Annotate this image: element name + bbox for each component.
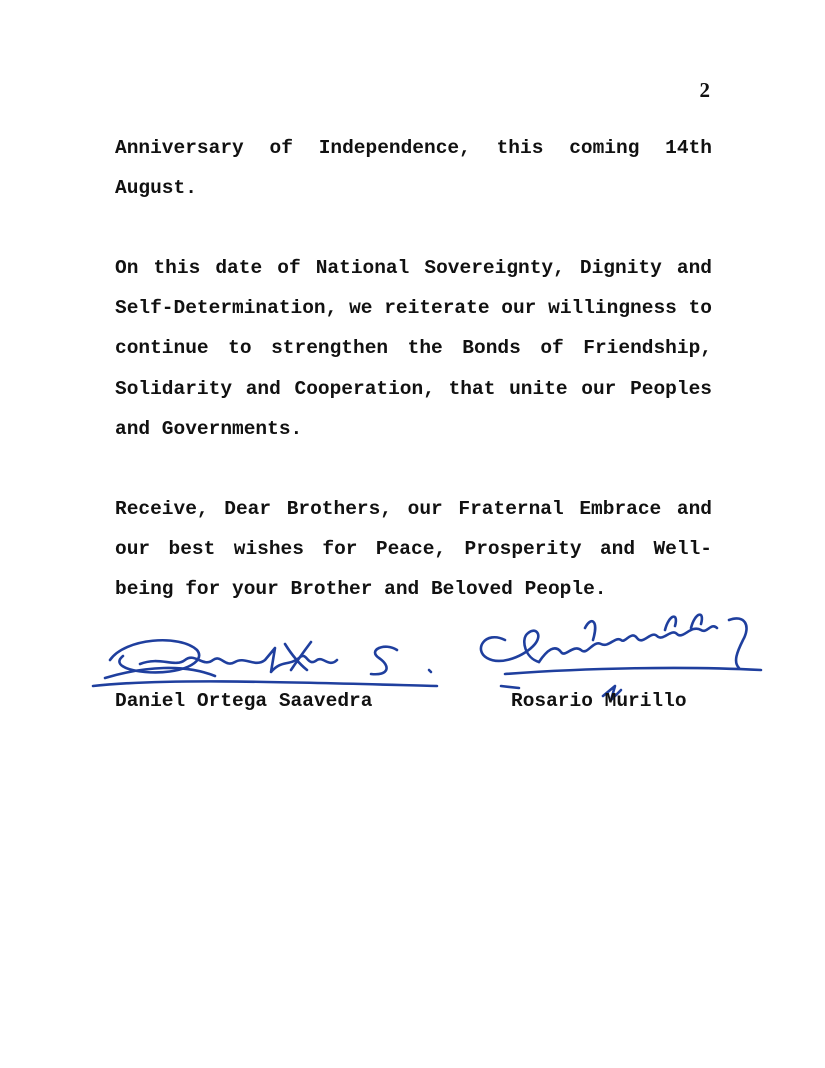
paragraph-text: Anniversary of Independence, this coming 14th August. — [115, 137, 712, 200]
signer-name-rosario: Rosario Murillo — [511, 690, 687, 712]
letter-paragraph-3 — [115, 489, 712, 610]
signature-daniel-ortega — [85, 620, 445, 700]
signer-name-daniel: Daniel Ortega Saavedra — [115, 690, 373, 712]
letter-paragraph-1 — [115, 128, 712, 208]
paragraph-text: Receive, Dear Brothers, our Fraternal Embrace and our best wishes for Peace, Prosperity and Well-being for your Brother and Beloved People. — [115, 498, 712, 601]
letter-paragraph-2 — [115, 248, 712, 449]
page-number: 2 — [699, 78, 710, 102]
signature-ink — [93, 640, 437, 686]
paragraph-text: On this date of National Sovereignty, Dignity and Self-Determination, we reiterate our willingness to continue to strengthen the Bonds of Friendship, Solidarity and Cooperation, that unite our Peoples and Governments. — [115, 257, 712, 440]
signature-ink — [481, 615, 761, 700]
